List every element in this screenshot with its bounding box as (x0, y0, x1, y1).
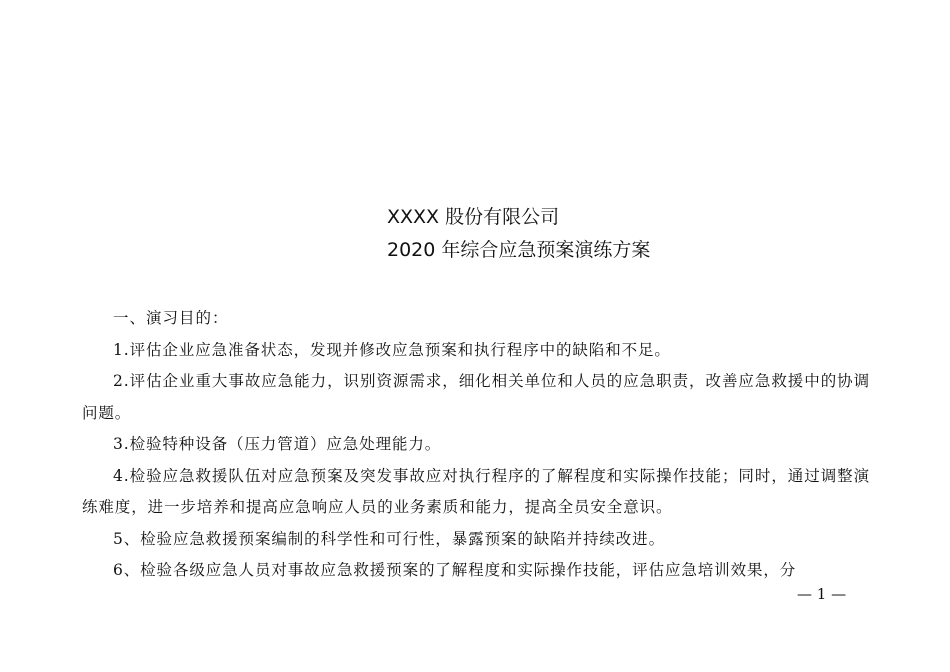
paragraph-3: 3.检验特种设备（压力管道）应急处理能力。 (113, 435, 442, 453)
title-company: XXXX 股份有限公司 (387, 206, 560, 228)
section-heading: 一、演习目的： (113, 309, 229, 327)
page-number: — 1 — (797, 585, 847, 603)
paragraph-5: 5、检验应急救援预案编制的科学性和可行性，暴露预案的缺陷并持续改进。 (113, 529, 665, 548)
title-plan: 2020 年综合应急预案演练方案 (387, 239, 651, 261)
document-body (82, 303, 870, 587)
paragraph-1: 1.评估企业应急准备状态，发现并修改应急预案和执行程序中的缺陷和不足。 (113, 340, 671, 359)
paragraph-4: 4.检验应急救援队伍对应急预案及突发事故应对执行程序的了解程度和实际操作技能；同时，通过调整演练难度，进一步培养和提高应急响应人员的业务素质和能力，提高全员安全意识。 (82, 466, 870, 516)
paragraph-6: 6、检验各级应急人员对事故应急救援预案的了解程度和实际操作技能，评估应急培训效果，分 (113, 561, 797, 579)
paragraph-2: 2.评估企业重大事故应急能力，识别资源需求，细化相关单位和人员的应急职责，改善应急救援中的协调问题。 (82, 372, 870, 422)
